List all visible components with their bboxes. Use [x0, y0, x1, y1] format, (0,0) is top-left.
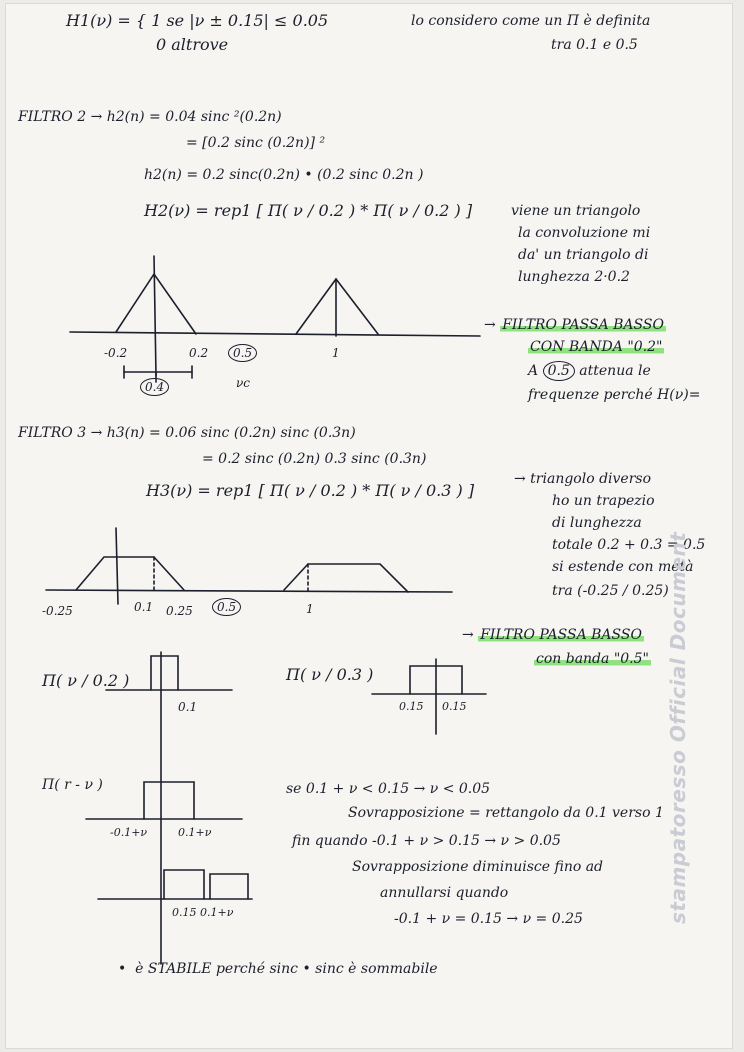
filter1-def-line2: 0 altrove: [156, 35, 229, 54]
conv-step1: se 0.1 + ν < 0.15 → ν < 0.05: [286, 781, 491, 797]
filter3-tick-neg: -0.25: [42, 604, 73, 618]
pi-left-tick: 0.1: [178, 700, 198, 714]
filter2-note-line3: da' un triangolo di: [518, 247, 649, 263]
filter1-note-line2: tra 0.1 e 0.5: [551, 37, 638, 53]
filter2-note-line1: viene un triangolo: [511, 203, 641, 219]
pi-left-label: Π( ν / 0.2 ): [42, 671, 130, 690]
pi-right-tick-pos: 0.15: [442, 700, 467, 713]
pi-02-rect: [151, 656, 178, 690]
conv-step2: Sovrapposizione = rettangolo da 0.1 verso 1: [348, 805, 664, 821]
filter2-result-line3: A 0.5 attenua le: [528, 363, 651, 379]
pi-right-tick-neg: 0.15: [399, 700, 424, 713]
filter3-tick-circled: 0.5: [212, 598, 241, 616]
filter2-result-line1: → FILTRO PASSA BASSO: [484, 317, 664, 333]
stability-line: • è STABILE perché sinc • sinc è sommabile: [118, 961, 438, 977]
filter2-tick-circled: 0.5: [228, 344, 257, 362]
filter3-axis: [46, 590, 452, 592]
filter3-tick-a: 0.1: [134, 600, 154, 614]
filter3-note-line1: → triangolo diverso: [514, 471, 652, 487]
shift-tick-left: -0.1+ν: [110, 826, 148, 839]
filter3-note-line5: si estende con metà: [552, 559, 694, 575]
filter2-tick-one: 1: [332, 346, 340, 360]
filter2-triangle-main: [116, 274, 196, 334]
filter2-line4: H2(ν) = rep1 [ Π( ν / 0.2 ) * Π( ν / 0.2 ) ]: [144, 201, 473, 220]
filter3-line3: H3(ν) = rep1 [ Π( ν / 0.2 ) * Π( ν / 0.3 ) ]: [146, 481, 475, 500]
filter2-tick-neg: -0.2: [104, 346, 128, 360]
filter2-triangle-replica: [296, 279, 378, 334]
filter3-note-line2: ho un trapezio: [552, 493, 655, 509]
handwritten-page: [6, 4, 732, 1048]
filter3-line2: = 0.2 sinc (0.2n) 0.3 sinc (0.3n): [202, 451, 427, 467]
conv-step3: fin quando -0.1 + ν > 0.15 → ν > 0.05: [292, 833, 561, 849]
filter2-line1: FILTRO 2 → h2(n) = 0.04 sinc ²(0.2n): [18, 109, 282, 125]
bottom-tick: 0.15 0.1+ν: [172, 906, 234, 919]
shift-tick-right: 0.1+ν: [178, 826, 212, 839]
filter3-note-line3: di lunghezza: [552, 515, 642, 531]
filter3-trapezoid-replica: [284, 564, 408, 592]
filter3-note-line4: totale 0.2 + 0.3 = 0.5: [552, 537, 706, 553]
conv-step4: Sovrapposizione diminuisce fino ad: [352, 859, 604, 875]
filter1-note-line1: lo considero come un Π è definita: [411, 13, 651, 29]
overlap-rect-b: [210, 874, 248, 899]
filter3-vaxis: [116, 528, 118, 604]
filter2-result-line4: frequenze perché H(ν)=: [528, 387, 701, 403]
pi-right-label: Π( ν / 0.3 ): [286, 665, 374, 684]
filter3-line1: FILTRO 3 → h3(n) = 0.06 sinc (0.2n) sinc (0.3n): [18, 425, 356, 441]
filter2-line3: h2(n) = 0.2 sinc(0.2n) • (0.2 sinc 0.2n ): [144, 167, 424, 183]
filter3-tick-b: 0.25: [166, 604, 193, 618]
conv-step6: -0.1 + ν = 0.15 → ν = 0.25: [394, 911, 583, 927]
conv-step5: annullarsi quando: [380, 885, 509, 901]
filter2-note-line4: lunghezza 2·0.2: [518, 269, 630, 285]
watermark: stampatoresso Official Document: [666, 531, 690, 924]
filter2-axis: [70, 332, 480, 336]
filter3-tick-one: 1: [306, 602, 314, 616]
filter1-def-line1: H1(ν) = { 1 se |ν ± 0.15| ≤ 0.05: [66, 11, 329, 30]
filter2-width-label: 0.4: [140, 378, 169, 396]
filter2-nu-label: νc: [236, 376, 251, 390]
overlap-rect-a: [164, 870, 204, 899]
filter3-trapezoid-main: [76, 557, 184, 590]
filter3-result-band: con banda "0.5": [536, 651, 649, 667]
filter3-result-line1: → FILTRO PASSA BASSO: [462, 627, 642, 643]
filter2-note-line2: la convoluzione mi: [518, 225, 651, 241]
pi-shift-label: Π( r - ν ): [42, 777, 103, 793]
filter2-line2: = [0.2 sinc (0.2n)] ²: [186, 135, 326, 151]
filter2-tick-pos: 0.2: [189, 346, 209, 360]
filter3-note-line6: tra (-0.25 / 0.25): [552, 583, 669, 599]
pi-shift-rect: [144, 782, 194, 819]
filter2-result-band: CON BANDA "0.2": [530, 339, 663, 355]
